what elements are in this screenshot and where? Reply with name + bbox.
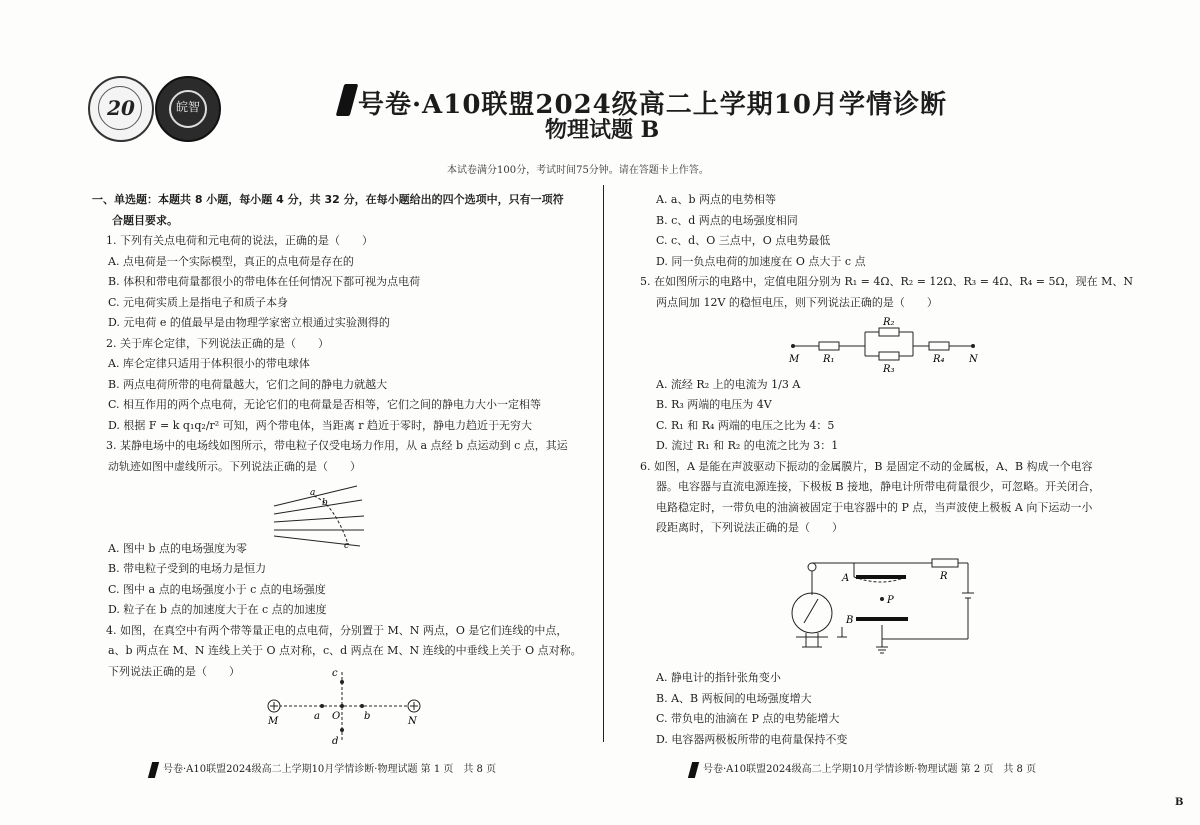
school-seal-logo [88, 76, 154, 142]
brand-brush-icon [336, 84, 359, 116]
footer-brand-icon [148, 762, 159, 778]
text-line: A. 点电荷是一个实际模型，真正的点电荷是存在的 [108, 254, 354, 268]
text-line: C. R₁ 和 R₄ 两端的电压之比为 4：5 [656, 418, 835, 432]
left-column [92, 190, 587, 682]
text-line: 1. 下列有关点电荷和元电荷的说法，正确的是（ ） [106, 234, 373, 247]
fig-q6-label-R: R [940, 571, 948, 582]
fig-q5-label-R1: R₁ [823, 354, 835, 365]
text-line: C. 相互作用的两个点电荷，无论它们的电荷量是否相等，它们之间的静电力大小一定相等 [108, 398, 542, 411]
fig-q3-label-c: c [344, 541, 350, 550]
fig-q4-label-c: c [332, 668, 338, 679]
text-line: A. a、b 两点的电势相等 [656, 193, 777, 206]
fig-q5-label-R3: R₃ [883, 364, 895, 374]
column-divider [603, 185, 604, 742]
text-line: 段距离时，下列说法正确的是（ ） [656, 521, 843, 534]
fig-q4-label-a: a [314, 711, 320, 722]
text-line: B. 体积和带电荷量都很小的带电体在任何情况下都可视为点电荷 [108, 275, 421, 288]
text-line: 动轨迹如图中虚线所示。下列说法正确的是（ ） [108, 459, 361, 473]
fig-q3-label-a: a [310, 488, 316, 498]
text-line: 电路稳定时，一带负电的油滴被固定于电容器中的 P 点，当声波使上极板 A 向下运动一小 [656, 500, 1093, 514]
text-line: B. R₃ 两端的电压为 4V [656, 398, 772, 411]
q6-option: B. A、B 两板间的电场强度增大 [656, 691, 812, 705]
text-line: C. c、d、O 三点中，O 点电势最低 [656, 234, 831, 247]
footer-right-text: 号卷·A10联盟2024级高二上学期10月学情诊断·物理试题 第 2 页 共 8 页 [703, 764, 1037, 775]
footer-right [690, 760, 1036, 778]
fig-q5-label-R4: R₄ [933, 354, 945, 365]
page-subtitle: 物理试题 B [545, 117, 660, 143]
fig-q4-label-d: d [332, 736, 339, 746]
footer-left-text: 号卷·A10联盟2024级高二上学期10月学情诊断·物理试题 第 1 页 共 8 页 [163, 764, 497, 775]
text-line: 6. 如图，A 是能在声波驱动下振动的金属膜片，B 是固定不动的金属板，A、B 构成一个电容 [640, 459, 1093, 473]
text-line: 4. 如图，在真空中有两个带等量正电的点电荷，分别置于 M、N 两点，O 是它们连线的中点， [106, 623, 568, 637]
fig-q4-label-O: O [332, 711, 341, 722]
q6-option: A. 静电计的指针张角变小 [656, 671, 781, 684]
text-line: B. c、d 两点的电场强度相同 [656, 213, 798, 227]
seal-text: 皖智 [175, 100, 200, 114]
fig-q4-label-N: N [408, 716, 417, 727]
q6-capacitor-figure [782, 555, 977, 665]
text-line: 3. 某静电场中的电场线如图所示，带电粒子仅受电场力作用，从 a 点经 b 点运动到 c 点，其运 [106, 439, 568, 452]
text-line: B. 带电粒子受到的电场力是恒力 [108, 562, 267, 575]
text-line: A. 流经 R₂ 上的电流为 1/3 A [656, 377, 801, 391]
text-line: A. 图中 b 点的电场强度为零 [108, 541, 247, 555]
exam-notice: 本试卷满分100分，考试时间75分钟。请在答题卡上作答。 [447, 165, 709, 176]
q6-option: D. 电容器两极板所带的电荷量保持不变 [656, 732, 848, 746]
fig-q6-label-A: A [842, 573, 850, 584]
text-line: C. 元电荷实质上是指电子和质子本身 [108, 295, 289, 309]
fig-q5-label-R2: R₂ [883, 317, 895, 328]
text-line: 2. 关于库仑定律，下列说法正确的是（ ） [106, 336, 329, 350]
page-title: 号卷·A10联盟2024级高二上学期10月学情诊断 [358, 90, 947, 120]
seal-number: 20 [107, 96, 135, 120]
text-line: 下列说法正确的是（ ） [108, 664, 240, 678]
fig-q4-label-b: b [364, 711, 371, 722]
fig-q6-label-B: B [846, 615, 854, 626]
fig-q3-label-b: b [322, 498, 328, 508]
text-line: a、b 两点在 M、N 连线上关于 O 点对称，c、d 两点在 M、N 连线的中垂线上关于 O 点对称。 [108, 644, 582, 657]
education-seal-logo [155, 76, 221, 142]
text-line: D. 同一负点电荷的加速度在 O 点大于 c 点 [656, 254, 866, 268]
text-line: A. 库仑定律只适用于体积很小的带电球体 [108, 357, 310, 370]
text-line: B. 两点电荷所带的电荷量越大，它们之间的静电力就越大 [108, 377, 388, 391]
fig-q5-label-M: M [789, 354, 800, 365]
text-line: D. 根据 F = k q₁q₂/r² 可知，两个带电体，当距离 r 趋近于零时，静电力趋近于无穷大 [108, 418, 532, 432]
q6-option: C. 带负电的油滴在 P 点的电势能增大 [656, 712, 840, 725]
fig-q5-label-N: N [969, 354, 978, 365]
fig-q6-label-P: P [887, 595, 894, 606]
text-line: C. 图中 a 点的电场强度小于 c 点的电场强度 [108, 582, 326, 596]
footer-left [150, 760, 496, 778]
page-code: B [1175, 797, 1184, 808]
q6-options [640, 668, 1120, 750]
footer-brand-icon [688, 762, 699, 778]
text-line: D. 粒子在 b 点的加速度大于在 c 点的加速度 [108, 603, 327, 616]
q5-circuit-figure [787, 316, 987, 374]
q3-field-lines-figure [272, 478, 372, 550]
text-line: D. 元电荷 e 的值最早是由物理学家密立根通过实验测得的 [108, 316, 390, 329]
text-line: 器。电容器与直流电源连接，下极板 B 接地，静电计所带电荷量很少，可忽略。开关闭合， [656, 480, 1101, 493]
q4-charges-figure [262, 664, 427, 746]
text-line: 一、单选题：本题共 8 小题，每小题 4 分，共 32 分，在每小题给出的四个选项中，只有一项符 [92, 193, 564, 206]
text-line: 两点间加 12V 的稳恒电压，则下列说法正确的是（ ） [656, 295, 938, 309]
text-line: 5. 在如图所示的电路中，定值电阻分别为 R₁ = 4Ω、R₂ = 12Ω、R₃ = 4Ω、R₄ = 5Ω，现在 M、N [640, 275, 1133, 288]
text-line: 合题目要求。 [112, 213, 178, 227]
text-line: D. 流过 R₁ 和 R₂ 的电流之比为 3：1 [656, 439, 839, 452]
fig-q4-label-M: M [268, 716, 279, 727]
